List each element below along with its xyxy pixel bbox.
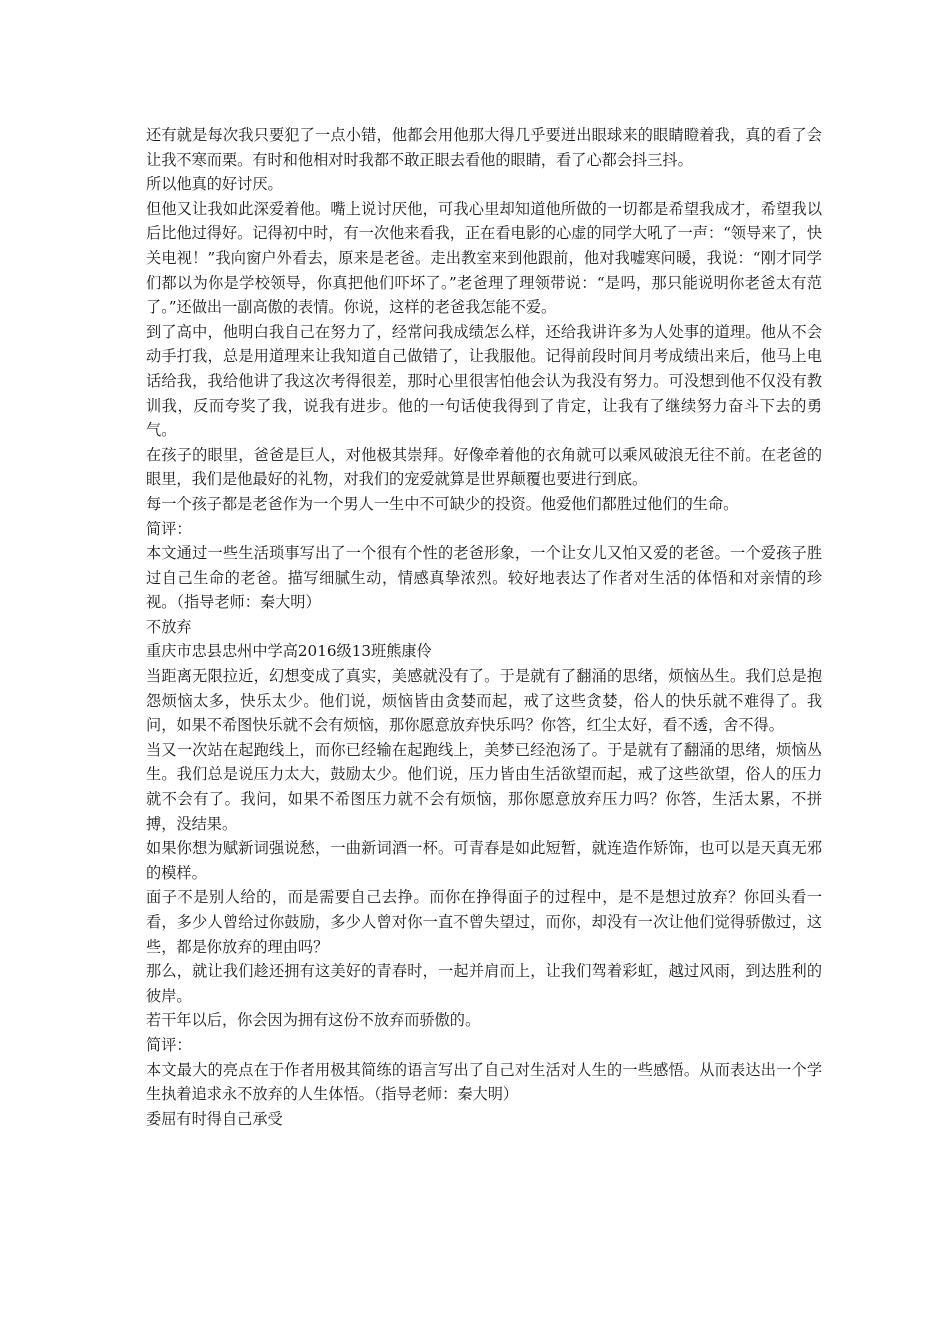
paragraph-10: 面子不是别人给的，而是需要自己去挣。而你在挣得面子的过程中，是不是想过放弃？你回头看一看，多少人曾给过你鼓励，多少人曾对你一直不曾失望过，而你，却没有一次让他们觉得骄傲过，这些，都是你放弃的理由吗？ [146,888,822,956]
review-text-2: 本文最大的亮点在于作者用极其简练的语言写出了自己对生活对人生的一些感悟。从而表达出一个学生执着追求永不放弃的人生体悟。（指导老师：秦大明） [146,1060,822,1104]
paragraph-1: 还有就是每次我只要犯了一点小错，他都会用他那大得几乎要迸出眼球来的眼睛瞪着我，真的看了会让我不寒而栗。有时和他相对时我都不敢正眼去看他的眼睛，看了心都会抖三抖。 [146,126,822,169]
paragraph-4: 到了高中，他明白我自己在努力了，经常问我成绩怎么样，还给我讲许多为人处事的道理。他从不会动手打我，总是用道理来让我知道自己做错了，让我服他。记得前段时间月考成绩出来后，他马上电话给我，我给他讲了我这次考得很差，那时心里很害怕他会认为我没有努力。可没想到他不仅没有教训我，反而夸奖了我，说我有进步。他的一句话使我得到了肯定，让我有了继续努力奋斗下去的勇气。 [146,322,822,440]
paragraph-5: 在孩子的眼里，爸爸是巨人，对他极其崇拜。好像牵着他的衣角就可以乘风破浪无往不前。在老爸的眼里，我们是他最好的礼物，对我们的宠爱就算是世界颠覆也要进行到底。 [146,445,822,489]
review-heading-1: 简评： [146,519,192,538]
paragraph-12: 若干年以后，你会因为拥有这份不放弃而骄傲的。 [146,1011,481,1030]
review-text-1: 本文通过一些生活琐事写出了一个很有个性的老爸形象，一个让女儿又怕又爱的老爸。一个爱孩子胜过自己生命的老爸。描写细腻生动，情感真挚浓烈。较好地表达了作者对生活的体悟和对亲情的珍视。（指导老师：秦大明） [146,544,822,612]
essay-author-2: 重庆市忠县忠州中学高2016级13班熊康伶 [146,642,432,661]
paragraph-6: 每一个孩子都是老爸作为一个男人一生中不可缺少的投资。他爱他们都胜过他们的生命。 [146,494,739,513]
paragraph-7: 当距离无限拉近，幻想变成了真实，美感就没有了。于是就有了翻涌的思绪，烦恼丛生。我们总是抱怨烦恼太多，快乐太少。他们说，烦恼皆由贪婪而起，戒了这些贪婪，俗人的快乐就不难得了。我问，如果不希图快乐就不会有烦恼，那你愿意放弃快乐吗？你答，红尘太好，看不透，舍不得。 [146,667,822,735]
paragraph-11: 那么，就让我们趁还拥有这美好的青春时，一起并肩而上，让我们驾着彩虹，越过风雨，到达胜利的彼岸。 [146,962,822,1005]
review-heading-2: 简评： [146,1035,192,1054]
essay-title-2: 不放弃 [146,617,192,636]
essay-title-3: 委屈有时得自己承受 [146,1109,283,1128]
document-page [146,123,822,1131]
paragraph-8: 当又一次站在起跑线上，而你已经输在起跑线上，美梦已经泡汤了。于是就有了翻涌的思绪，烦恼丛生。我们总是说压力太大，鼓励太少。他们说，压力皆由生活欲望而起，戒了这些欲望，俗人的压力就不会有了。我问，如果不希图压力就不会有烦恼，那你愿意放弃压力吗？你答，生活太累，不拼搏，没结果。 [146,740,822,833]
paragraph-2: 所以他真的好讨厌。 [146,175,283,194]
paragraph-3: 但他又让我如此深爱着他。嘴上说讨厌他，可我心里却知道他所做的一切都是希望我成才，希望我以后比他过得好。记得初中时，有一次他来看我，正在看电影的心虚的同学大吼了一声：“领导来了，快关电视！”我向窗户外看去，原来是老爸。走出教室来到他跟前，他对我嘘寒问暖，我说：“刚才同学们都以为你是学校领导，你真把他们吓坏了。”老爸理了理领带说：“是吗，那只能说明你老爸太有范了。”还做出一副高傲的表情。你说，这样的老爸我怎能不爱。 [146,199,823,317]
paragraph-9: 如果你想为赋新词强说愁，一曲新词酒一杯。可青春是如此短暂，就连造作矫饰，也可以是天真无邪的模样。 [146,839,822,882]
